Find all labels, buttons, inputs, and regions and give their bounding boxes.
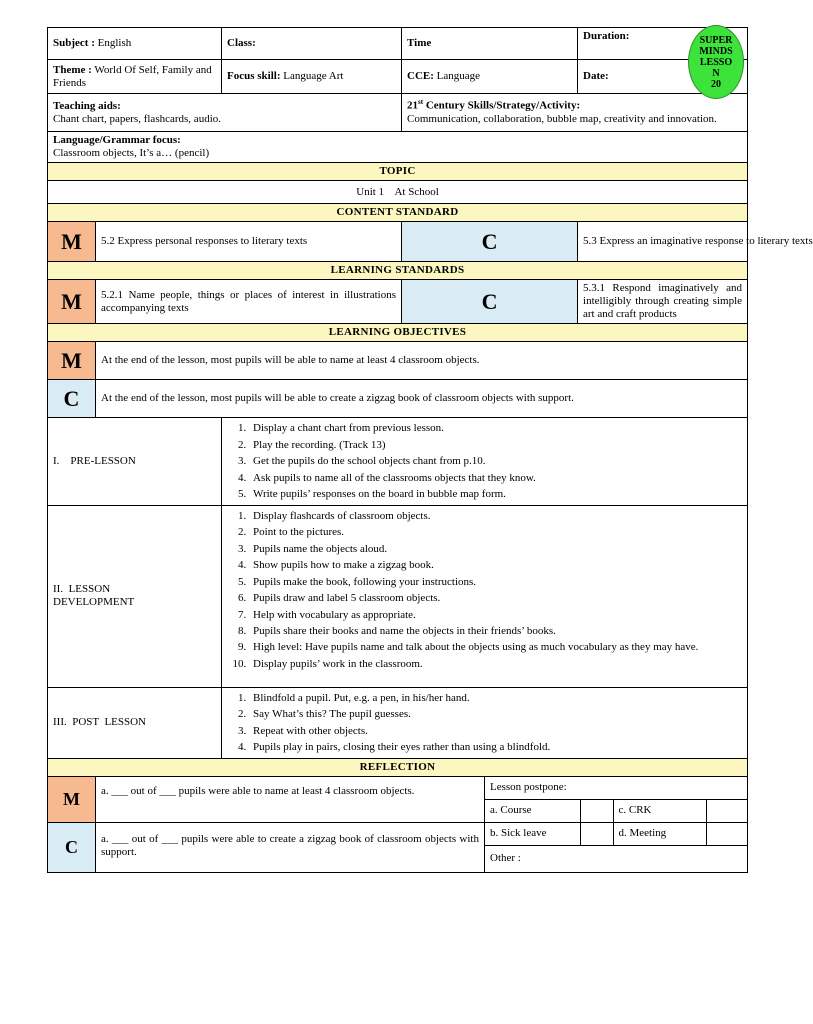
list-item: 9. High level: Have pupils name and talk about the objects using as much vocabulary as they may have.	[249, 640, 742, 654]
option-crk: c. CRK	[613, 799, 706, 822]
teaching-aids-value: Chant chart, papers, flashcards, audio.	[53, 112, 221, 125]
lesson-plan-table	[47, 27, 813, 777]
cce-value: Language	[436, 70, 481, 82]
lesson-plan-sheet	[47, 27, 813, 873]
lesson-development-steps	[227, 508, 742, 673]
topic-heading: TOPIC	[48, 163, 748, 181]
learning-standards-heading: LEARNING STANDARDS	[48, 262, 748, 280]
subject-label: Subject :	[53, 37, 95, 49]
list-item: 1. Display flashcards of classroom objects.	[249, 508, 742, 525]
century-skills-cell	[402, 94, 748, 132]
learning-standards-c-badge: C	[402, 280, 578, 324]
option-course-checkbox[interactable]	[580, 799, 613, 822]
content-standard-m-text: 5.2 Express personal responses to literary texts	[96, 222, 402, 262]
time-cell	[402, 28, 578, 60]
focus-skill-cell	[222, 60, 402, 94]
objective-m-badge: M	[48, 342, 96, 380]
list-item: 4. Show pupils how to make a zigzag book.	[249, 557, 742, 574]
pre-lesson-steps	[227, 420, 742, 503]
learning-standards-row	[48, 280, 748, 324]
learning-standards-m-text: 5.2.1 Name people, things or places of interest in illustrations accompanying texts	[96, 280, 402, 324]
lesson-postpone-label: Lesson postpone:	[485, 777, 748, 800]
grammar-value: Classroom objects, It’s a… (pencil)	[53, 147, 210, 159]
theme-cell	[48, 60, 222, 94]
date-label: Date:	[583, 70, 609, 82]
reflection-m-row	[48, 777, 748, 823]
theme-value: World Of Self, Family and Friends	[53, 63, 212, 89]
cce-label: CCE:	[407, 70, 434, 82]
option-meeting-checkbox[interactable]	[706, 822, 748, 845]
lesson-development-steps-cell	[222, 505, 748, 687]
option-course: a. Course	[485, 799, 580, 822]
post-lesson-row	[48, 687, 748, 758]
header-row-2	[48, 60, 748, 94]
super-minds-lesson-badge: SUPER MINDS LESSO N 20	[688, 25, 744, 99]
reflection-c-text: a. ___ out of ___ pupils were able to create a zigzag book of classroom objects with support.	[96, 822, 485, 872]
list-item: 2. Point to the pictures.	[249, 524, 742, 541]
focus-skill-label: Focus skill:	[227, 70, 281, 82]
list-item: 3. Repeat with other objects.	[249, 723, 742, 740]
theme-label: Theme :	[53, 63, 92, 76]
objective-c-text: At the end of the lesson, most pupils will be able to create a zigzag book of classroom objects with support.	[96, 380, 748, 418]
list-item: 8. Pupils share their books and name the objects in their friends’ books.	[249, 623, 742, 640]
century-skills-label: 21st Century Skills/Strategy/Activity:	[407, 98, 581, 112]
header-row-3	[48, 94, 748, 132]
pre-lesson-label: I. PRE-LESSON	[48, 418, 222, 506]
list-item: 7. Help with vocabulary as appropriate.	[249, 607, 742, 624]
post-lesson-steps-cell	[222, 687, 748, 758]
list-item: 3. Pupils name the objects aloud.	[249, 541, 742, 558]
focus-skill-value: Language Art	[283, 70, 344, 82]
list-item: 6. Pupils draw and label 5 classroom objects.	[249, 590, 742, 607]
teaching-aids-label: Teaching aids:	[53, 99, 121, 112]
pre-lesson-steps-cell	[222, 418, 748, 506]
option-crk-checkbox[interactable]	[706, 799, 748, 822]
topic-value: Unit 1 At School	[48, 181, 748, 204]
reflection-heading: REFLECTION	[48, 758, 748, 776]
option-sick-leave: b. Sick leave	[485, 822, 580, 845]
list-item: 5. Pupils make the book, following your instructions.	[249, 574, 742, 591]
objective-c-row	[48, 380, 748, 418]
lesson-postpone-cell	[485, 777, 748, 873]
reflection-c-badge: C	[48, 822, 96, 872]
content-standard-m-badge: M	[48, 222, 96, 262]
time-label: Time	[407, 37, 432, 49]
duration-label: Duration:	[583, 30, 630, 42]
content-standard-row	[48, 222, 748, 262]
reflection-m-text: a. ___ out of ___ pupils were able to name at least 4 classroom objects.	[96, 777, 485, 823]
list-item: 1. Display a chant chart from previous lesson.	[249, 420, 742, 437]
content-standard-c-text: 5.3 Express an imaginative response to literary texts	[578, 222, 748, 262]
grammar-label: Language/Grammar focus:	[53, 134, 181, 146]
list-item: 4. Ask pupils to name all of the classrooms objects that they know.	[249, 470, 742, 487]
list-item: 1. Blindfold a pupil. Put, e.g. a pen, in his/her hand.	[249, 690, 742, 707]
lesson-postpone-table	[485, 777, 748, 873]
learning-standards-m-badge: M	[48, 280, 96, 324]
other-label: Other :	[485, 845, 748, 872]
post-lesson-steps	[227, 690, 742, 756]
content-standard-c-badge: C	[402, 222, 578, 262]
class-cell	[222, 28, 402, 60]
content-standard-heading: CONTENT STANDARD	[48, 204, 748, 222]
learning-objectives-heading: LEARNING OBJECTIVES	[48, 324, 748, 342]
cce-cell	[402, 60, 578, 94]
subject-cell	[48, 28, 222, 60]
pre-lesson-row	[48, 418, 748, 506]
class-label: Class:	[227, 37, 256, 49]
reflection-table	[47, 777, 748, 874]
objective-m-row	[48, 342, 748, 380]
lesson-development-label: II. LESSON DEVELOPMENT	[48, 505, 222, 687]
subject-value: English	[97, 37, 132, 49]
century-skills-value: Communication, collaboration, bubble map, creativity and innovation.	[407, 112, 717, 125]
teaching-aids-cell	[48, 94, 402, 132]
header-row-1	[48, 28, 748, 60]
list-item: 3. Get the pupils do the school objects chant from p.10.	[249, 453, 742, 470]
objective-c-badge: C	[48, 380, 96, 418]
option-meeting: d. Meeting	[613, 822, 706, 845]
lesson-development-row	[48, 505, 748, 687]
option-sick-leave-checkbox[interactable]	[580, 822, 613, 845]
list-item: 4. Pupils play in pairs, closing their eyes rather than using a blindfold.	[249, 739, 742, 756]
list-item: 2. Say What’s this? The pupil guesses.	[249, 706, 742, 723]
objective-m-text: At the end of the lesson, most pupils will be able to name at least 4 classroom objects.	[96, 342, 748, 380]
learning-standards-c-text: 5.3.1 Respond imaginatively and intelligibly through creating simple art and craft products	[578, 280, 748, 324]
list-item: 10. Display pupils’ work in the classroom.	[249, 656, 742, 673]
grammar-row	[48, 132, 748, 163]
reflection-m-badge: M	[48, 777, 96, 823]
list-item: 2. Play the recording. (Track 13)	[249, 437, 742, 454]
grammar-cell	[48, 132, 748, 163]
list-item: 5. Write pupils’ responses on the board in bubble map form.	[249, 486, 742, 503]
post-lesson-label: III. POST LESSON	[48, 687, 222, 758]
